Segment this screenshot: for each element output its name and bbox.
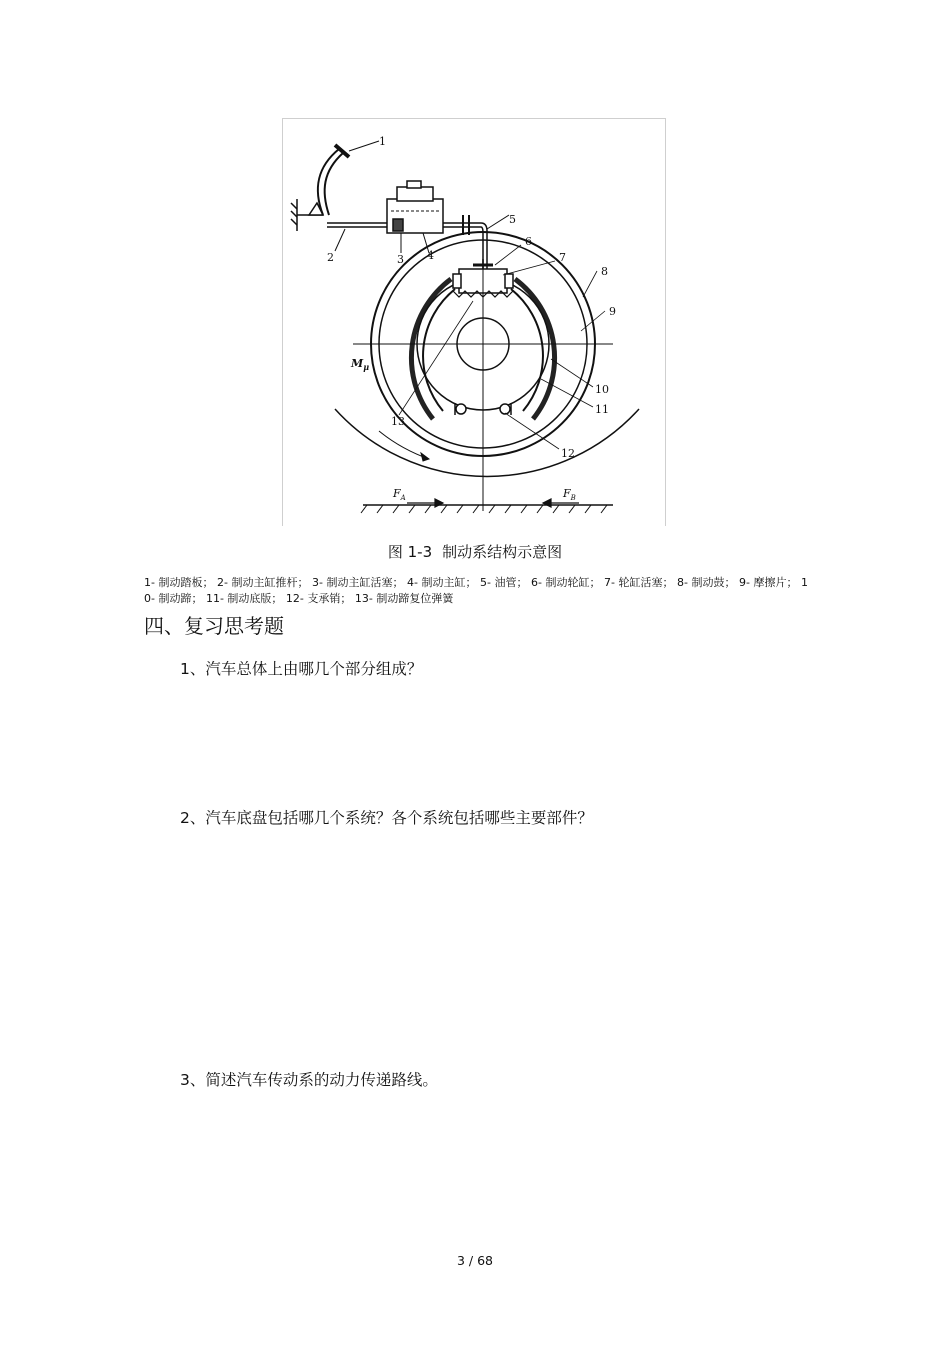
- section-title: 四、复习思考题: [144, 614, 284, 638]
- callout-5: 5: [509, 213, 516, 226]
- callout-4: 4: [427, 249, 434, 262]
- pedal-mount: [291, 199, 323, 231]
- moment-symbol: $M_\mu$: [351, 357, 370, 372]
- brake-pedal: [318, 141, 379, 215]
- callout-1: 1: [379, 135, 386, 148]
- center-lines: [353, 229, 613, 511]
- figure-legend: 1- 制动踏板； 2- 制动主缸推杆； 3- 制动主缸活塞； 4- 制动主缸； 5- 油管； 6- 制动轮缸； 7- 轮缸活塞； 8- 制动鼓； 9- 摩擦片； 10- 制动蹄； 11- 制动底版； 12- 支承销； 13- 制动蹄复位弹簧: [144, 576, 808, 605]
- figure-title: 制动系结构示意图: [442, 543, 563, 561]
- callout-6: 6: [525, 235, 532, 248]
- callout-9: 9: [609, 305, 616, 318]
- page-current: 3: [456, 1253, 465, 1268]
- callout-11: 11: [595, 403, 609, 416]
- ground-line: [361, 505, 613, 513]
- rotation-arrow: [379, 431, 429, 461]
- callout-12: 12: [561, 447, 575, 460]
- question-2: 2、汽车底盘包括哪几个系统？各个系统包括哪些主要部件？: [180, 809, 593, 827]
- callout-2: 2: [327, 251, 334, 264]
- question-1: 1、汽车总体上由哪几个部分组成？: [180, 660, 423, 678]
- page-total: 68: [477, 1253, 494, 1268]
- callout-13: 13: [391, 415, 405, 428]
- callout-8: 8: [601, 265, 608, 278]
- callout-3: 3: [397, 253, 404, 266]
- figure-caption: [0, 541, 950, 563]
- push-rod: [327, 223, 393, 251]
- brake-system-figure: [282, 118, 666, 526]
- figure-number: 图 1-3: [387, 543, 433, 561]
- road-wheel-arc: [335, 409, 639, 476]
- brake-diagram: [283, 119, 666, 526]
- page-separator: /: [468, 1253, 474, 1268]
- force-b-symbol: $F_B$: [563, 487, 576, 502]
- callout-7: 7: [559, 251, 566, 264]
- page-number: [0, 1252, 950, 1270]
- question-3: 3、简述汽车传动系的动力传递路线。: [180, 1071, 438, 1089]
- force-a-symbol: $F_A$: [393, 487, 406, 502]
- callout-10: 10: [595, 383, 609, 396]
- force-arrows: [407, 499, 579, 507]
